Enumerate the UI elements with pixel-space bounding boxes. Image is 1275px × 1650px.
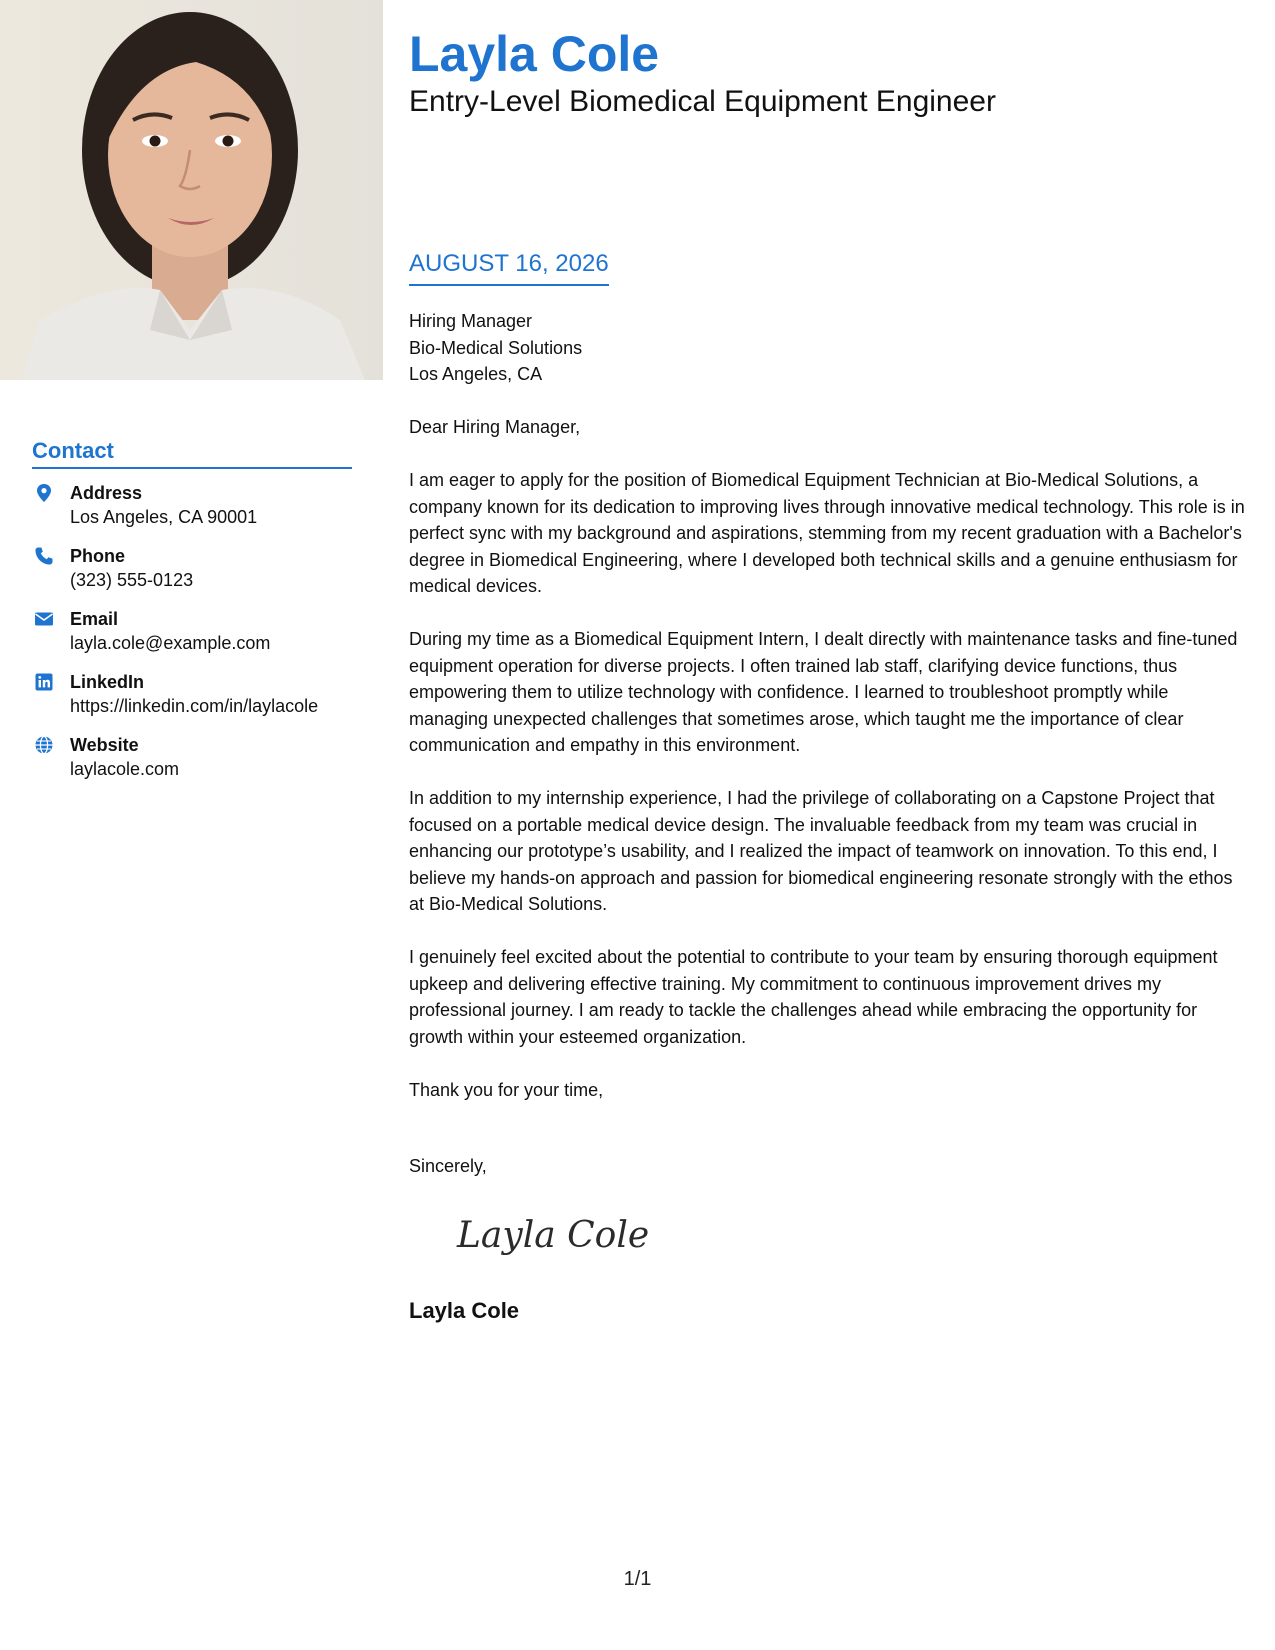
salutation: Dear Hiring Manager,: [409, 417, 581, 437]
phone-value: (323) 555-0123: [70, 570, 194, 590]
contact-label: Address: [70, 483, 143, 503]
contact-item-email: [32, 607, 352, 670]
signer-name: Layla Cole: [409, 1298, 520, 1323]
contact-label: Phone: [70, 546, 126, 566]
contact-list: [32, 481, 352, 796]
contact-label: LinkedIn: [70, 672, 145, 692]
letter-date: AUGUST 16, 2026: [409, 248, 609, 286]
website-value[interactable]: laylacole.com: [70, 759, 180, 779]
thanks-line: Thank you for your time,: [409, 1079, 604, 1100]
body-paragraph: I genuinely feel excited about the potential to contribute to your team by ensuring thorough equipment upkeep and delivering effective training. My commitment to continuous improvement drives my professional journey. I am ready to tackle the challenges ahead while embracing the opportunity for growth within your esteemed organization.: [409, 947, 1218, 1047]
job-title: Entry-Level Biomedical Equipment Engineer: [409, 85, 996, 118]
contact-heading: Contact: [32, 437, 352, 469]
recipient-line: Los Angeles, CA: [409, 364, 543, 384]
linkedin-icon: [34, 672, 54, 692]
contact-item-address: [32, 481, 352, 544]
address-value: Los Angeles, CA 90001: [70, 507, 258, 527]
closing-line: Sincerely,: [409, 1156, 487, 1176]
email-value[interactable]: layla.cole@example.com: [70, 633, 271, 653]
globe-icon: [34, 735, 54, 755]
recipient-block: [409, 308, 582, 388]
letter-body: [409, 414, 1249, 1103]
map-pin-icon: [34, 483, 54, 503]
recipient-line: Bio-Medical Solutions: [409, 337, 583, 358]
body-paragraph: In addition to my internship experience, I had the privilege of collaborating on a Capstone Project that focused on a portable medical device design. The invaluable feedback from my team was crucial in enhancing our prototype’s usability, and I realized the impact of teamwork on innovation. To this end, I believe my hands-on approach and passion for biomedical engineering resonate strongly with the ethos at Bio-Medical Solutions.: [409, 788, 1233, 914]
body-paragraph: I am eager to apply for the position of Biomedical Equipment Technician at Bio-Medical Solutions, a company known for its dedication to improving lives through innovative medical technology. This role is in perfect sync with my background and aspirations, stemming from my recent graduation with a Bachelor's degree in Biomedical Engineering, where I developed both technical skills and a genuine enthusiasm for medical devices.: [409, 470, 1245, 596]
recipient-line: Hiring Manager: [409, 311, 533, 331]
contact-section: [32, 437, 352, 796]
handwritten-signature: [453, 1205, 673, 1265]
applicant-name: Layla Cole: [409, 26, 660, 82]
body-paragraph: During my time as a Biomedical Equipment Intern, I dealt directly with maintenance tasks and fine-tuned equipment operation for diverse projects. I often trained lab staff, clarifying device functions, thus empowering them to utilize technology with confidence. I learned to troubleshoot promptly while managing unexpected challenges that sometimes arose, which taught me the importance of clear communication and empathy in this environment.: [409, 629, 1238, 755]
contact-label: Email: [70, 609, 119, 629]
profile-photo: [0, 0, 383, 380]
contact-label: Website: [70, 735, 139, 755]
contact-item-website: [32, 733, 352, 796]
linkedin-value[interactable]: https://linkedin.com/in/laylacole: [70, 696, 319, 716]
phone-icon: [34, 546, 54, 566]
signature-text: Layla Cole: [457, 1215, 650, 1256]
page-number: 1/1: [623, 1568, 652, 1590]
contact-item-phone: [32, 544, 352, 607]
envelope-icon: [34, 609, 54, 629]
contact-item-linkedin: [32, 670, 352, 733]
